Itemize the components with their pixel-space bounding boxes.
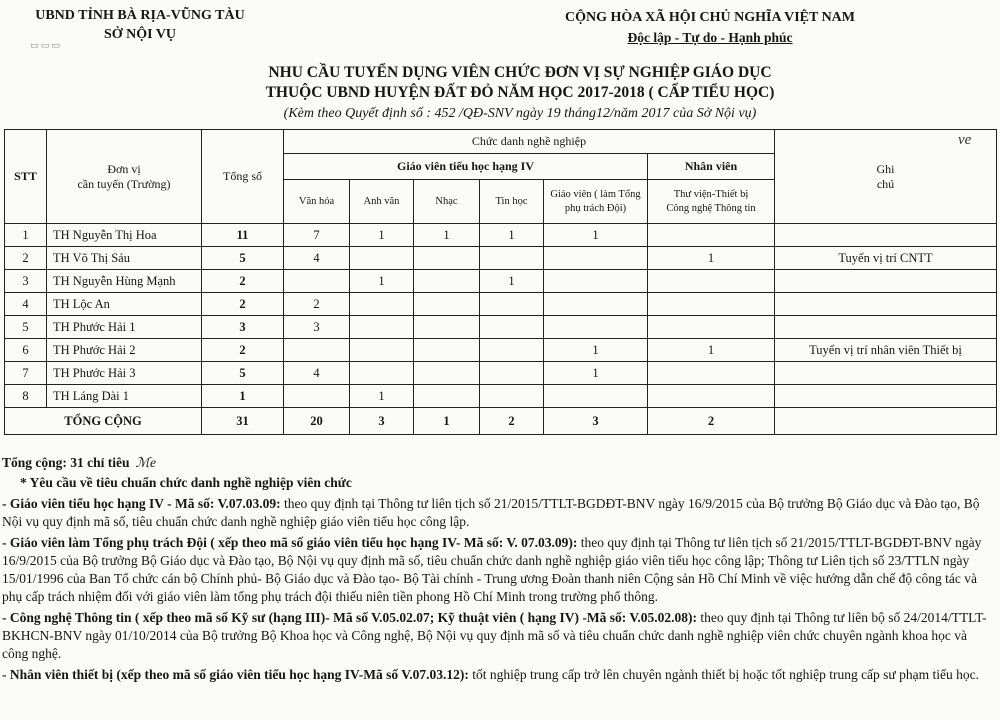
req2-title: - Giáo viên làm Tổng phụ trách Đội ( xếp theo mã số giáo viên tiểu học hạng IV- Mã số: V. 07.03.09):	[2, 535, 578, 550]
total-note	[775, 408, 997, 435]
cell-it	[480, 293, 544, 316]
cell-culture	[284, 385, 350, 408]
header-teacher-group: Giáo viên tiểu học hạng IV	[284, 154, 648, 180]
cell-note: Tuyển vị trí CNTT	[775, 247, 997, 270]
total-it: 2	[480, 408, 544, 435]
total-summary	[2, 455, 156, 471]
recruitment-table	[4, 129, 997, 435]
national-name: CỘNG HÒA XÃ HỘI CHỦ NGHĨA VIỆT NAM	[564, 10, 855, 25]
cell-stt: 8	[5, 385, 47, 408]
title-line-1: NHU CẦU TUYỂN DỤNG VIÊN CHỨC ĐƠN VỊ SỰ NGHIỆP GIÁO DỤC	[268, 64, 772, 81]
cell-leader	[544, 293, 648, 316]
req3-title: - Công nghệ Thông tin ( xếp theo mã số Kỹ sư (hạng III)- Mã số V.05.02.07; Kỹ thuật viên ( hạng IV) -Mã số: V.05.02.08):	[2, 610, 698, 625]
cell-culture	[284, 339, 350, 362]
cell-library: 1	[648, 247, 775, 270]
document-subtitle: (Kèm theo Quyết định số : 452 /QĐ-SNV ngày 19 tháng12/năm 2017 của Sở Nội vụ)	[283, 106, 757, 121]
req4-title: - Nhân viên thiết bị (xếp theo mã số giáo viên tiểu học hạng IV-Mã số V.07.03.12):	[2, 667, 469, 682]
cell-english	[350, 247, 414, 270]
cell-leader	[544, 270, 648, 293]
cell-unit: TH Nguyễn Hùng Mạnh	[47, 270, 202, 293]
header-leader	[544, 180, 648, 224]
cell-unit: TH Nguyễn Thị Hoa	[47, 224, 202, 247]
cell-leader: 1	[544, 224, 648, 247]
national-header	[530, 8, 890, 48]
summary-text: Tổng cộng: 31 chỉ tiêu	[2, 455, 130, 470]
req2-text: theo quy định tại Thông tư liên tịch số 21/2015/TTLT-BGDĐT-BNV ngày 16/9/2015 của Bộ trưởng Bộ Giáo dục và Đào tạo, Bộ Nội vụ quy định mã số, tiêu chuẩn chức danh nghề nghiệp giáo viên tiểu học công lập; Thông tư Liên tịch số 23/TTLN ngày 15/01/1996 của Ban Tổ chức cán bộ Chính phủ- Bộ Giáo dục và Đào tạo- Bộ Tài chính - Trung ương Đoàn thanh niên Cộng sản Hồ Chí Minh về việc hướng dẫn chế độ công tác và phụ cấp trách nhiệm đối với giáo viên làm tổng phụ trách đội thiếu niên tiền phong Hồ Chí Minh trong trường phổ thông.	[2, 535, 982, 604]
document-title	[150, 63, 890, 103]
cell-note	[775, 224, 997, 247]
table-row	[5, 316, 997, 339]
cell-it	[480, 247, 544, 270]
handwritten-initial: ve	[958, 132, 972, 148]
header-total: Tổng số	[202, 130, 284, 224]
cell-library	[648, 293, 775, 316]
cell-note	[775, 385, 997, 408]
cell-music	[414, 385, 480, 408]
cell-music	[414, 293, 480, 316]
cell-stt: 5	[5, 316, 47, 339]
cell-english	[350, 362, 414, 385]
cell-it	[480, 339, 544, 362]
cell-total: 3	[202, 316, 284, 339]
cell-it	[480, 316, 544, 339]
cell-culture: 7	[284, 224, 350, 247]
total-culture: 20	[284, 408, 350, 435]
cell-stt: 4	[5, 293, 47, 316]
requirement-primary-teacher	[2, 495, 996, 531]
cell-culture: 3	[284, 316, 350, 339]
cell-total: 2	[202, 293, 284, 316]
cell-note	[775, 316, 997, 339]
cell-music	[414, 247, 480, 270]
header-culture: Văn hóa	[284, 180, 350, 224]
header-library	[648, 180, 775, 224]
cell-stt: 6	[5, 339, 47, 362]
header-note-line-1: Ghi	[876, 161, 895, 176]
requirements-section	[2, 474, 996, 684]
requirements-heading: * Yêu cầu về tiêu chuẩn chức danh nghề nghiệp viên chức	[20, 475, 352, 490]
cell-english	[350, 293, 414, 316]
stamp-mark: ▭ ▭ ▭	[30, 40, 61, 50]
cell-library	[648, 270, 775, 293]
table-row	[5, 247, 997, 270]
header-unit	[47, 130, 202, 224]
header-staff-group: Nhân viên	[648, 154, 775, 180]
header-note-line-2: chú	[876, 176, 895, 191]
header-english: Anh văn	[350, 180, 414, 224]
cell-unit: TH Phước Hải 3	[47, 362, 202, 385]
header-library-line-1: Thư viện-Thiết bị	[673, 188, 749, 200]
total-sum: 31	[202, 408, 284, 435]
table-row	[5, 362, 997, 385]
req4-text: tốt nghiệp trung cấp trở lên chuyên ngành thiết bị hoặc tốt nghiệp trung cấp sư phạm tiểu học.	[468, 667, 979, 682]
cell-music	[414, 362, 480, 385]
agency-header	[20, 6, 260, 44]
cell-it: 1	[480, 270, 544, 293]
header-leader-line-1: Giáo viên ( làm Tổng	[550, 188, 641, 200]
cell-total: 11	[202, 224, 284, 247]
header-unit-line-2: cần tuyển (Trường)	[77, 176, 171, 191]
department-name: SỞ NỘI VỤ	[103, 27, 177, 42]
cell-library: 1	[648, 339, 775, 362]
cell-culture: 2	[284, 293, 350, 316]
cell-culture	[284, 270, 350, 293]
cell-library	[648, 362, 775, 385]
cell-note	[775, 270, 997, 293]
cell-culture: 4	[284, 247, 350, 270]
header-library-line-2: Công nghệ Thông tin	[666, 202, 756, 214]
cell-library	[648, 385, 775, 408]
cell-total: 1	[202, 385, 284, 408]
cell-it	[480, 385, 544, 408]
total-label: TỔNG CỘNG	[5, 408, 202, 435]
cell-total: 5	[202, 362, 284, 385]
cell-unit: TH Láng Dài 1	[47, 385, 202, 408]
requirement-team-leader	[2, 534, 996, 606]
cell-stt: 1	[5, 224, 47, 247]
cell-unit: TH Phước Hải 2	[47, 339, 202, 362]
cell-music	[414, 316, 480, 339]
requirement-equipment-staff	[2, 666, 996, 684]
header-music: Nhạc	[414, 180, 480, 224]
cell-english: 1	[350, 224, 414, 247]
cell-stt: 2	[5, 247, 47, 270]
header-title-group: Chức danh nghề nghiệp	[284, 130, 775, 154]
cell-note	[775, 293, 997, 316]
cell-note	[775, 362, 997, 385]
total-music: 1	[414, 408, 480, 435]
table-row	[5, 293, 997, 316]
cell-library	[648, 224, 775, 247]
cell-unit: TH Phước Hải 1	[47, 316, 202, 339]
table-row	[5, 385, 997, 408]
cell-culture: 4	[284, 362, 350, 385]
cell-total: 2	[202, 339, 284, 362]
requirement-it	[2, 609, 996, 663]
handwritten-signature: ℳe	[135, 455, 156, 470]
province-name: UBND TỈNH BÀ RỊA-VŨNG TÀU	[35, 8, 245, 23]
cell-total: 2	[202, 270, 284, 293]
cell-stt: 7	[5, 362, 47, 385]
table-row	[5, 270, 997, 293]
total-leader: 3	[544, 408, 648, 435]
cell-leader	[544, 385, 648, 408]
total-library: 2	[648, 408, 775, 435]
header-note	[775, 130, 997, 224]
table-row	[5, 224, 997, 247]
cell-english	[350, 316, 414, 339]
cell-it: 1	[480, 224, 544, 247]
cell-leader: 1	[544, 362, 648, 385]
cell-stt: 3	[5, 270, 47, 293]
header-leader-line-2: phụ trách Đội)	[564, 202, 627, 214]
total-row	[5, 408, 997, 435]
cell-english: 1	[350, 270, 414, 293]
national-motto: Độc lập - Tự do - Hạnh phúc	[627, 30, 793, 45]
cell-it	[480, 362, 544, 385]
req1-text: theo quy định tại Thông tư liên tịch số 21/2015/TTLT-BGDĐT-BNV ngày 16/9/2015 của Bộ trưởng Bộ Giáo dục và Đào tạo, Bộ Nội vụ quy định mã số, tiêu chuẩn chức danh nghề nghiệp giáo viên tiểu học công lập.	[2, 496, 980, 529]
table-row	[5, 339, 997, 362]
cell-leader	[544, 316, 648, 339]
req1-title: - Giáo viên tiểu học hạng IV - Mã số: V.07.03.09:	[2, 496, 281, 511]
cell-leader	[544, 247, 648, 270]
cell-library	[648, 316, 775, 339]
cell-english	[350, 339, 414, 362]
cell-english: 1	[350, 385, 414, 408]
cell-leader: 1	[544, 339, 648, 362]
title-line-2: THUỘC UBND HUYỆN ĐẤT ĐỎ NĂM HỌC 2017-2018 ( CẤP TIỂU HỌC)	[265, 84, 775, 101]
cell-unit: TH Lộc An	[47, 293, 202, 316]
cell-music: 1	[414, 224, 480, 247]
header-it: Tin học	[480, 180, 544, 224]
cell-total: 5	[202, 247, 284, 270]
header-unit-line-1: Đơn vị	[107, 161, 141, 176]
cell-note: Tuyển vị trí nhân viên Thiết bị	[775, 339, 997, 362]
cell-music	[414, 270, 480, 293]
header-stt: STT	[5, 130, 47, 224]
cell-unit: TH Võ Thị Sáu	[47, 247, 202, 270]
total-english: 3	[350, 408, 414, 435]
req3-text: theo quy định tại Thông tư liên bộ số 24/2014/TTLT-BKHCN-BNV ngày 01/10/2014 của Bộ trưởng Bộ Khoa học và Công nghệ, Bộ Nội vụ quy định mã số và tiêu chuẩn chức danh nghề nghiệp viên chức chuyên ngành khoa học và công nghệ.	[2, 610, 987, 661]
cell-music	[414, 339, 480, 362]
